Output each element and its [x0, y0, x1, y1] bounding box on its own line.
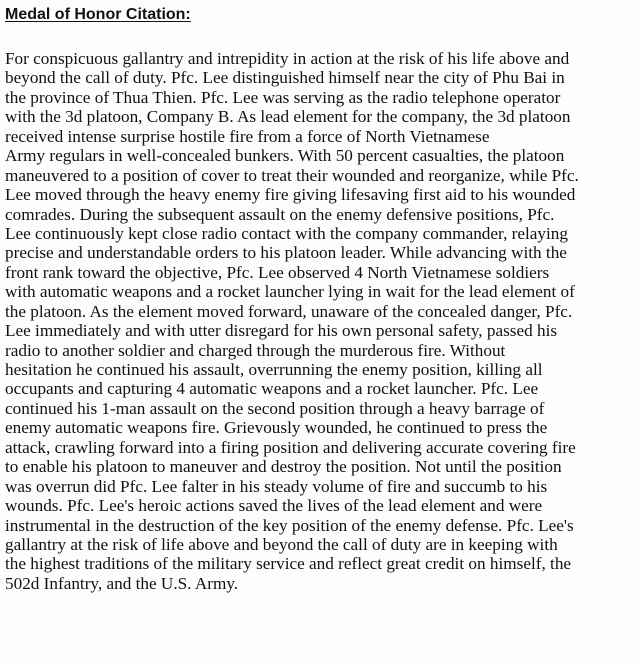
- text-line: front rank toward the objective, Pfc. Lee observed 4 North Vietnamese soldiers: [5, 262, 550, 282]
- text-line: instrumental in the destruction of the key position of the enemy defense. Pfc. Lee's: [5, 515, 574, 535]
- text-line: hesitation he continued his assault, overrunning the enemy position, killing all: [5, 360, 543, 379]
- text-line: was overrun did Pfc. Lee falter in his steady volume of fire and succumb to his: [5, 476, 548, 496]
- text-line: attack, crawling forward into a firing position and delivering accurate covering fire: [5, 437, 576, 457]
- text-line: occupants and capturing 4 automatic weapons and a rocket launcher. Pfc. Lee: [5, 379, 539, 399]
- text-line: the highest traditions of the military service and reflect great credit on himself, the: [5, 554, 572, 574]
- text-line: beyond the call of duty. Pfc. Lee distinguished himself near the city of Phu Bai in: [5, 68, 565, 88]
- text-line: with automatic weapons and a rocket launcher lying in wait for the lead element of: [5, 282, 575, 302]
- text-line: continued his 1-man assault on the second position through a heavy barrage of: [5, 398, 545, 418]
- text-line: the province of Thua Thien. Pfc. Lee was serving as the radio telephone operator: [5, 87, 561, 107]
- text-line: wounds. Pfc. Lee's heroic actions saved the lives of the lead element and were: [5, 496, 543, 516]
- text-line: maneuvered to a position of cover to treat their wounded and reorganize, while Pfc.: [5, 165, 579, 185]
- text-line: Lee moved through the heavy enemy fire giving lifesaving first aid to his wounded: [5, 185, 576, 205]
- text-line: gallantry at the risk of life above and beyond the call of duty are in keeping with: [5, 534, 558, 554]
- citation-heading: Medal of Honor Citation:: [5, 6, 191, 23]
- text-line: to enable his platoon to maneuver and destroy the position. Not until the position: [5, 457, 562, 477]
- text-line: precise and understandable orders to his platoon leader. While advancing with the: [5, 243, 567, 263]
- citation-body: [5, 49, 637, 593]
- text-line: radio to another soldier and charged through the murderous fire. Without: [5, 340, 506, 360]
- text-line: enemy automatic weapons fire. Grievously wounded, he continued to press the: [5, 418, 548, 438]
- text-line: the platoon. As the element moved forward, unaware of the concealed danger, Pfc.: [5, 301, 573, 321]
- text-line: received intense surprise hostile fire from a force of North Vietnamese: [5, 126, 490, 146]
- text-line: For conspicuous gallantry and intrepidity in action at the risk of his life above and: [5, 49, 570, 68]
- text-line: Lee continuously kept close radio contact with the company commander, relaying: [5, 223, 568, 243]
- text-line: with the 3d platoon, Company B. As lead element for the company, the 3d platoon: [5, 107, 571, 127]
- text-line: Lee immediately and with utter disregard for his own personal safety, passed his: [5, 321, 558, 341]
- text-line: 502d Infantry, and the U.S. Army.: [5, 573, 239, 593]
- text-line: comrades. During the subsequent assault on the enemy defensive positions, Pfc.: [5, 204, 555, 224]
- text-line: Army regulars in well-concealed bunkers. With 50 percent casualties, the platoon: [5, 146, 565, 166]
